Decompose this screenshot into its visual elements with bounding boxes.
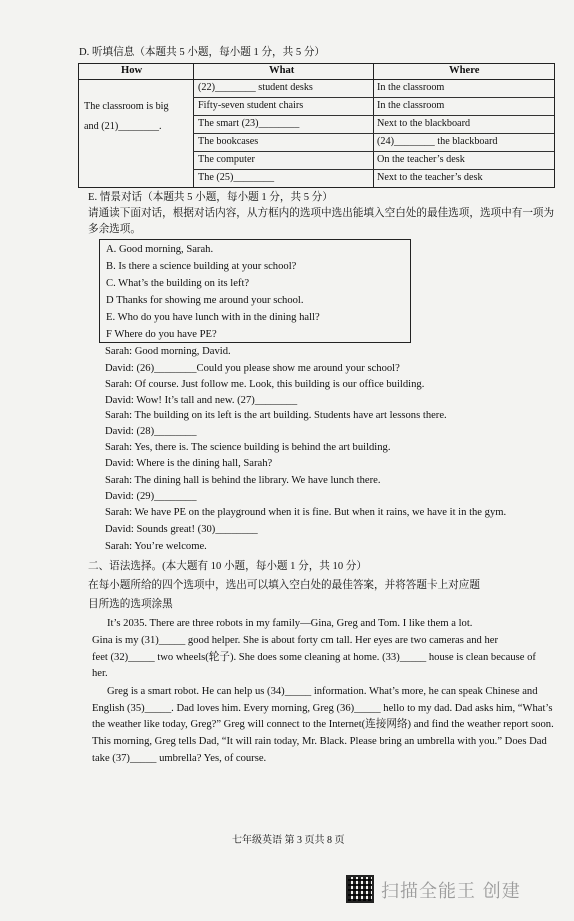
passage-line: English (35)_____. Dad loves him. Every morning, Greg (36)_____ hello to my dad. Dad asks him, “What’s [92,703,553,714]
passage-line: Gina is my (31)_____ good helper. She is about forty cm tall. Her eyes are two cameras and her [92,635,498,646]
where-cell-6: Next to the teacher’s desk [377,172,483,183]
dialogue-line: David: Sounds great! (30)________ [105,524,258,535]
header-what: What [269,65,295,76]
passage-line: This morning, Greg tells Dad, “It will rain today, Mr. Black. Please bring an umbrella with you.” Does Dad [92,736,547,747]
passage-line: the weather like today, Greg?” Greg will connect to the Internet(连接网络) and find the weather report soon. [92,719,554,730]
section-d-title: D. 听填信息（本题共 5 小题，每小题 1 分，共 5 分） [79,47,326,58]
page-footer: 七年级英语 第 3 页共 8 页 [232,835,345,846]
section-e-instruction-2: 多余选项。 [88,224,141,235]
where-cell-3: Next to the blackboard [377,118,471,129]
dialogue-line: David: (26)________Could you please show me around your school? [105,363,400,374]
what-cell-25: The (25)________ [198,172,275,183]
dialogue-line: David: Wow! It’s tall and new. (27)________ [105,395,298,406]
section-2-title: 二、语法选择。(本大题有 10 小题，每小题 1 分，共 10 分） [88,561,367,572]
what-cell-22: (22)________ student desks [198,82,313,93]
header-how: How [121,65,143,76]
dialogue-line: Sarah: Of course. Just follow me. Look, this building is our office building. [105,379,425,390]
row-line [193,115,554,116]
option-c: C. What’s the building on its left? [106,278,250,289]
passage-line: her. [92,668,108,679]
dialogue-line: Sarah: The dining hall is behind the library. We have lunch there. [105,475,381,486]
qr-code-icon [346,875,374,903]
scanner-watermark: 扫描全能王 创建 [381,881,521,902]
where-cell-24: (24)________ the blackboard [377,136,498,147]
what-cell-2: Fifty-seven student chairs [198,100,304,111]
dialogue-line: David: (28)________ [105,426,197,437]
passage-line: Greg is a smart robot. He can help us (34)_____ information. What’s more, he can speak Chinese and [107,686,538,697]
where-cell-5: On the teacher’s desk [377,154,465,165]
option-e: E. Who do you have lunch with in the dining hall? [106,312,320,323]
dialogue-line: Sarah: Good morning, David. [105,346,231,357]
option-f: F Where do you have PE? [106,329,217,340]
section-2-instruction-2: 目所选的选项涂黑 [88,599,173,610]
row-line [193,97,554,98]
dialogue-line: Sarah: You’re welcome. [105,541,207,552]
dialogue-line: Sarah: Yes, there is. The science building is behind the art building. [105,442,391,453]
option-d: D Thanks for showing me around your school. [106,295,304,306]
passage-line: It’s 2035. There are three robots in my family—Gina, Greg and Tom. I like them a lot. [107,618,473,629]
how-text-2: and (21)________. [84,121,162,132]
passage-line: take (37)_____ umbrella? Yes, of course. [92,753,267,764]
dialogue-line: Sarah: The building on its left is the art building. Students have art lessons there. [105,410,447,421]
dialogue-line: David: Where is the dining hall, Sarah? [105,458,273,469]
table-header-row [79,64,554,80]
row-line [193,151,554,152]
what-cell-23: The smart (23)________ [198,118,300,129]
passage-line: feet (32)_____ two wheels(轮子). She does some cleaning at home. (33)_____ house is clean because of [92,652,536,663]
row-line [193,133,554,134]
row-line [193,169,554,170]
header-where: Where [449,65,480,76]
where-cell-1: In the classroom [377,82,445,93]
what-cell-4: The bookcases [198,136,259,147]
section-e-instruction-1: 请通读下面对话，根据对话内容，从方框内的选项中选出能填入空白处的最佳选项，选项中有一项为 [88,208,555,219]
section-e-title: E. 情景对话（本题共 5 小题，每小题 1 分，共 5 分） [88,192,333,203]
option-b: B. Is there a science building at your school? [106,261,297,272]
dialogue-line: David: (29)________ [105,491,197,502]
how-text-1: The classroom is big [84,101,169,112]
option-a: A. Good morning, Sarah. [106,244,214,255]
where-cell-2: In the classroom [377,100,445,111]
dialogue-line: Sarah: We have PE on the playground when it is fine. But when it rains, we have it in the gym. [105,507,507,518]
listening-table [78,63,555,188]
what-cell-5: The computer [198,154,255,165]
section-2-instruction-1: 在每小题所给的四个选项中，选出可以填入空白处的最佳答案，并将答题卡上对应题 [88,580,480,591]
